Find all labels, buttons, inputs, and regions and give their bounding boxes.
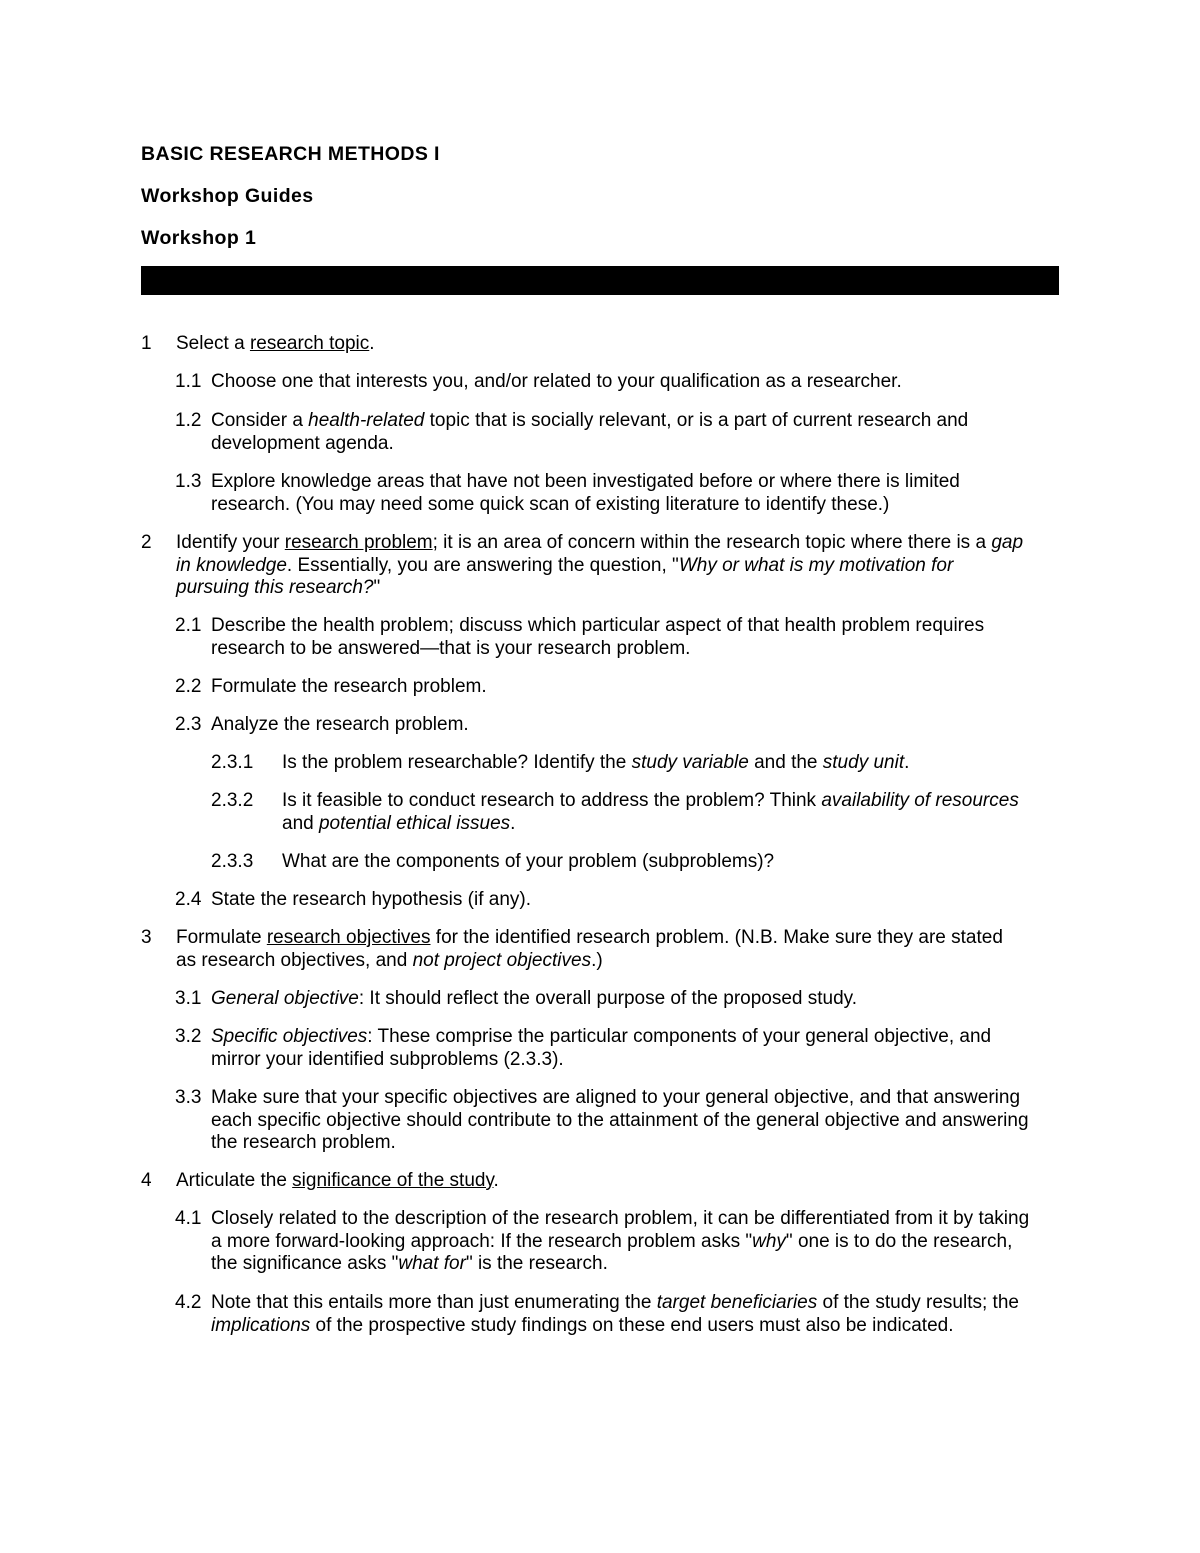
item-text: Describe the health problem; discuss which particular aspect of that health problem requires research to be answered—that is your research problem. bbox=[211, 615, 985, 659]
item-text: General objective: It should reflect the overall purpose of the proposed study. bbox=[211, 988, 858, 1009]
item-number: 3.1 bbox=[175, 988, 202, 1009]
course-title: BASIC RESEARCH METHODS I bbox=[141, 143, 440, 165]
item-text: Explore knowledge areas that have not been investigated before or where there is limited research. (You may need some quick scan of existing literature to identify these.) bbox=[211, 471, 960, 515]
workshop-number-heading: Workshop 1 bbox=[141, 227, 257, 249]
item-text: Closely related to the description of the research problem, it can be differentiated from it by taking a more forward-looking approach: If the research problem asks "why" one is to do the research, the significance asks "what for" is the research. bbox=[211, 1208, 1030, 1274]
item-text: Is the problem researchable? Identify the study variable and the study unit. bbox=[282, 752, 910, 773]
term-research-topic: research topic bbox=[249, 333, 370, 354]
item-text: Choose one that interests you, and/or related to your qualification as a researcher. bbox=[211, 371, 902, 392]
item-number: 1 bbox=[141, 333, 152, 354]
item-text: Formulate research objectives for the identified research problem. (N.B. Make sure they are stated as research objectives, and not project objectives.) bbox=[176, 927, 1003, 971]
item-number: 2.4 bbox=[175, 889, 202, 910]
item-number: 2 bbox=[141, 532, 152, 553]
item-number: 3 bbox=[141, 927, 152, 948]
item-text: Specific objectives: These comprise the particular components of your general objective, and mirror your identified subproblems (2.3.3). bbox=[211, 1026, 992, 1070]
item-text: Make sure that your specific objectives are aligned to your general objective, and that answering each specific objective should contribute to the attainment of the general objective and answering the research problem. bbox=[211, 1087, 1029, 1153]
item-text: State the research hypothesis (if any). bbox=[211, 889, 531, 910]
item-text: Consider a health-related topic that is socially relevant, or is a part of current research and development agenda. bbox=[211, 410, 969, 454]
item-text: Formulate the research problem. bbox=[211, 676, 487, 697]
term-research-problem: research problem bbox=[284, 532, 433, 553]
workshop-guides-heading: Workshop Guides bbox=[141, 185, 314, 207]
item-number: 2.3.3 bbox=[211, 851, 254, 872]
item-number: 3.3 bbox=[175, 1087, 202, 1108]
redacted-bar bbox=[141, 266, 1059, 295]
item-number: 2.2 bbox=[175, 676, 202, 697]
item-number: 2.3 bbox=[175, 714, 202, 735]
item-number: 3.2 bbox=[175, 1026, 202, 1047]
item-text: Articulate the significance of the study. bbox=[176, 1170, 499, 1191]
item-number: 1.2 bbox=[175, 410, 202, 431]
item-text: Identify your research problem; it is an area of concern within the research topic where there is a gap in knowledge. Essentially, you are answering the question, "Why or what is my motivation for pursuing this research?" bbox=[176, 532, 1024, 598]
item-text: Analyze the research problem. bbox=[211, 714, 469, 735]
term-significance-of-the-study: significance of the study bbox=[292, 1170, 494, 1191]
item-number: 4 bbox=[141, 1170, 152, 1191]
item-number: 2.3.1 bbox=[211, 752, 254, 773]
item-text: Select a research topic. bbox=[176, 333, 375, 354]
item-number: 2.3.2 bbox=[211, 790, 254, 811]
item-text: Note that this entails more than just enumerating the target beneficiaries of the study results; the implications of the prospective study findings on these end users must also be indicated. bbox=[211, 1292, 1019, 1336]
item-number: 4.2 bbox=[175, 1292, 202, 1313]
item-number: 2.1 bbox=[175, 615, 202, 636]
item-text: Is it feasible to conduct research to address the problem? Think availability of resources and potential ethical issues. bbox=[282, 790, 1019, 834]
item-number: 4.1 bbox=[175, 1208, 202, 1229]
term-research-objectives: research objectives bbox=[266, 927, 431, 948]
item-number: 1.3 bbox=[175, 471, 202, 492]
item-text: What are the components of your problem (subproblems)? bbox=[282, 851, 775, 872]
item-number: 1.1 bbox=[175, 371, 202, 392]
